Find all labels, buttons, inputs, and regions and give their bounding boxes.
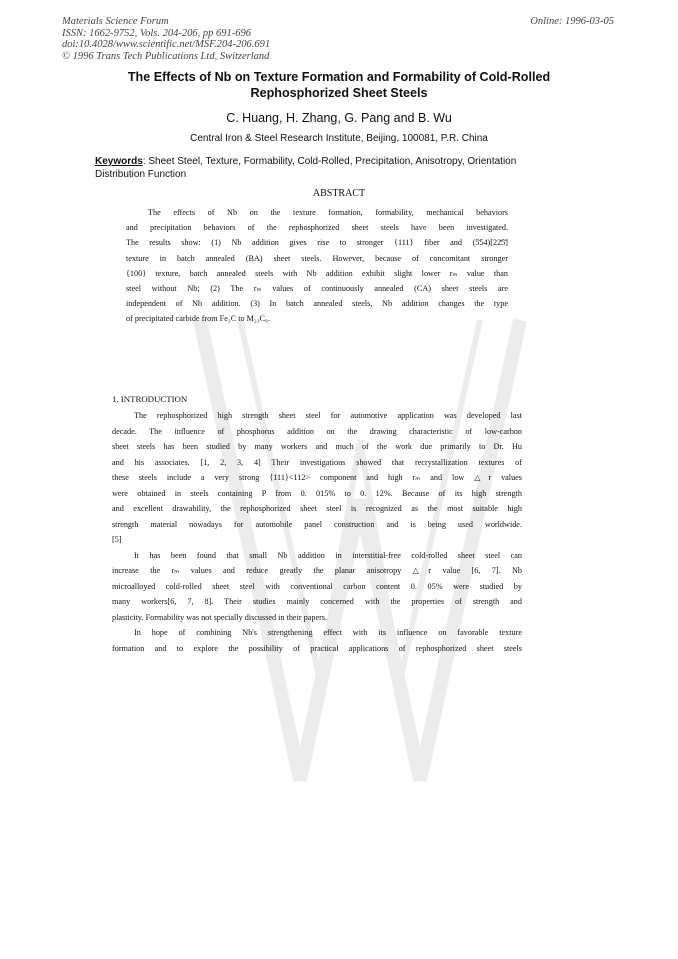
abstract-body <box>126 205 508 327</box>
title-line-1: The Effects of Nb on Texture Formation and Formability of Cold-Rolled <box>127 70 551 84</box>
body-line: formation and to explore the possibility of practical applications of rephosphorized sheet steels <box>112 643 522 653</box>
body-line: sheet steels has been studied by many workers and much of the work due primarily to Dr. Hu <box>112 442 522 451</box>
doi-link[interactable]: doi:10.4028/www.scientific.net/MSF.204-206.691 <box>62 39 271 50</box>
body-line: plasticity. Formability was not specially discussed in their papers. <box>112 612 328 622</box>
publication-metadata <box>62 16 270 62</box>
journal-name: Materials Science Forum <box>62 16 169 27</box>
body-line: many workers[6, 7, 8]. Their studies mainly concerned with the properties of strength and <box>112 597 522 606</box>
introduction-body <box>112 408 522 656</box>
section-heading-introduction: 1. INTRODUCTION <box>112 394 188 404</box>
body-line: these steels include a very strong {111}<112> component and high rₘ and low △r values <box>112 473 522 482</box>
abstract-line: and precipitation behaviors of the rephosphorized sheet steels have been investigated. <box>126 223 508 233</box>
author-list: C. Huang, H. Zhang, G. Pang and B. Wu <box>226 111 452 125</box>
keywords-text: : Sheet Steel, Texture, Formability, Cold-Rolled, Precipitation, Anisotropy, Orientation Distribution Function <box>95 156 517 180</box>
abstract-line: The results show: (1) Nb addition gives rise to stronger {111} fiber and (5̄54)[22̄5̄] <box>126 238 508 248</box>
online-date: Online: 1996-03-05 <box>530 16 614 27</box>
body-line: The rephosphorized high strength sheet steel for automotive application was developed last <box>134 411 522 420</box>
abstract-line: independent of Nb addition. (3) In batch annealed steels, Nb addition changes the type <box>126 299 508 309</box>
title-line-2: Rephosphorized Sheet Steels <box>250 85 428 100</box>
abstract-heading: ABSTRACT <box>312 188 366 199</box>
abstract-line: The effects of Nb on the texture formation, formability, mechanical behaviors <box>148 208 508 217</box>
keywords-label: Keywords <box>95 156 143 167</box>
issn-line: ISSN: 1662-9752, Vols. 204-206, pp 691-696 <box>62 27 251 39</box>
keywords <box>95 156 555 181</box>
body-line: strength material nowadays for automobile panel construction and is being used worldwide. <box>112 519 522 529</box>
body-line: increase the rₘ values and reduce greatly the planar anisotropy △r value [6, 7]. Nb <box>112 566 522 575</box>
abstract-line: {100} texture, batch annealed steels with Nb addition exhibit slight lower rₘ value than <box>126 268 508 278</box>
body-line: [5] <box>112 535 122 544</box>
paper-title <box>60 70 618 101</box>
body-line: In hope of combining Nb's strengthening effect with its influence on favorable texture <box>134 628 522 637</box>
body-line: microalloyed cold-rolled sheet steel with conventional carbon content 0. 05% were studied by <box>112 581 522 591</box>
abstract-line: texture in batch annealed (BA) sheet steels. However, because of concomitant stronger <box>126 253 508 263</box>
abstract-line: of precipitated carbide from Fe₃C to M₂₃C₆. <box>126 314 270 324</box>
body-line: and excellent drawability, the rephosphorized sheet steel is recognized as the most suitable high <box>112 504 522 513</box>
copyright-line: © 1996 Trans Tech Publications Ltd, Switzerland <box>62 50 270 62</box>
body-line: It has been found that small Nb addition in interstitial-free cold-rolled sheet steel can <box>134 550 522 560</box>
abstract-line: steel without Nb; (2) The rₘ values of continuously annealed (CA) sheet steels are <box>126 284 508 294</box>
affiliation: Central Iron & Steel Research Institute, Beijing, 100081, P.R. China <box>190 133 488 144</box>
body-line: decade. The influence of phosphorus addition on the drawing characteristic of low-carbon <box>112 426 522 436</box>
body-line: and his associates. [1, 2, 3, 4] Their investigations showed that recrystallization textures of <box>112 457 522 467</box>
body-line: were obtained in steels containing P from 0. 015% to 0. 12%. Because of its high strength <box>112 488 522 498</box>
